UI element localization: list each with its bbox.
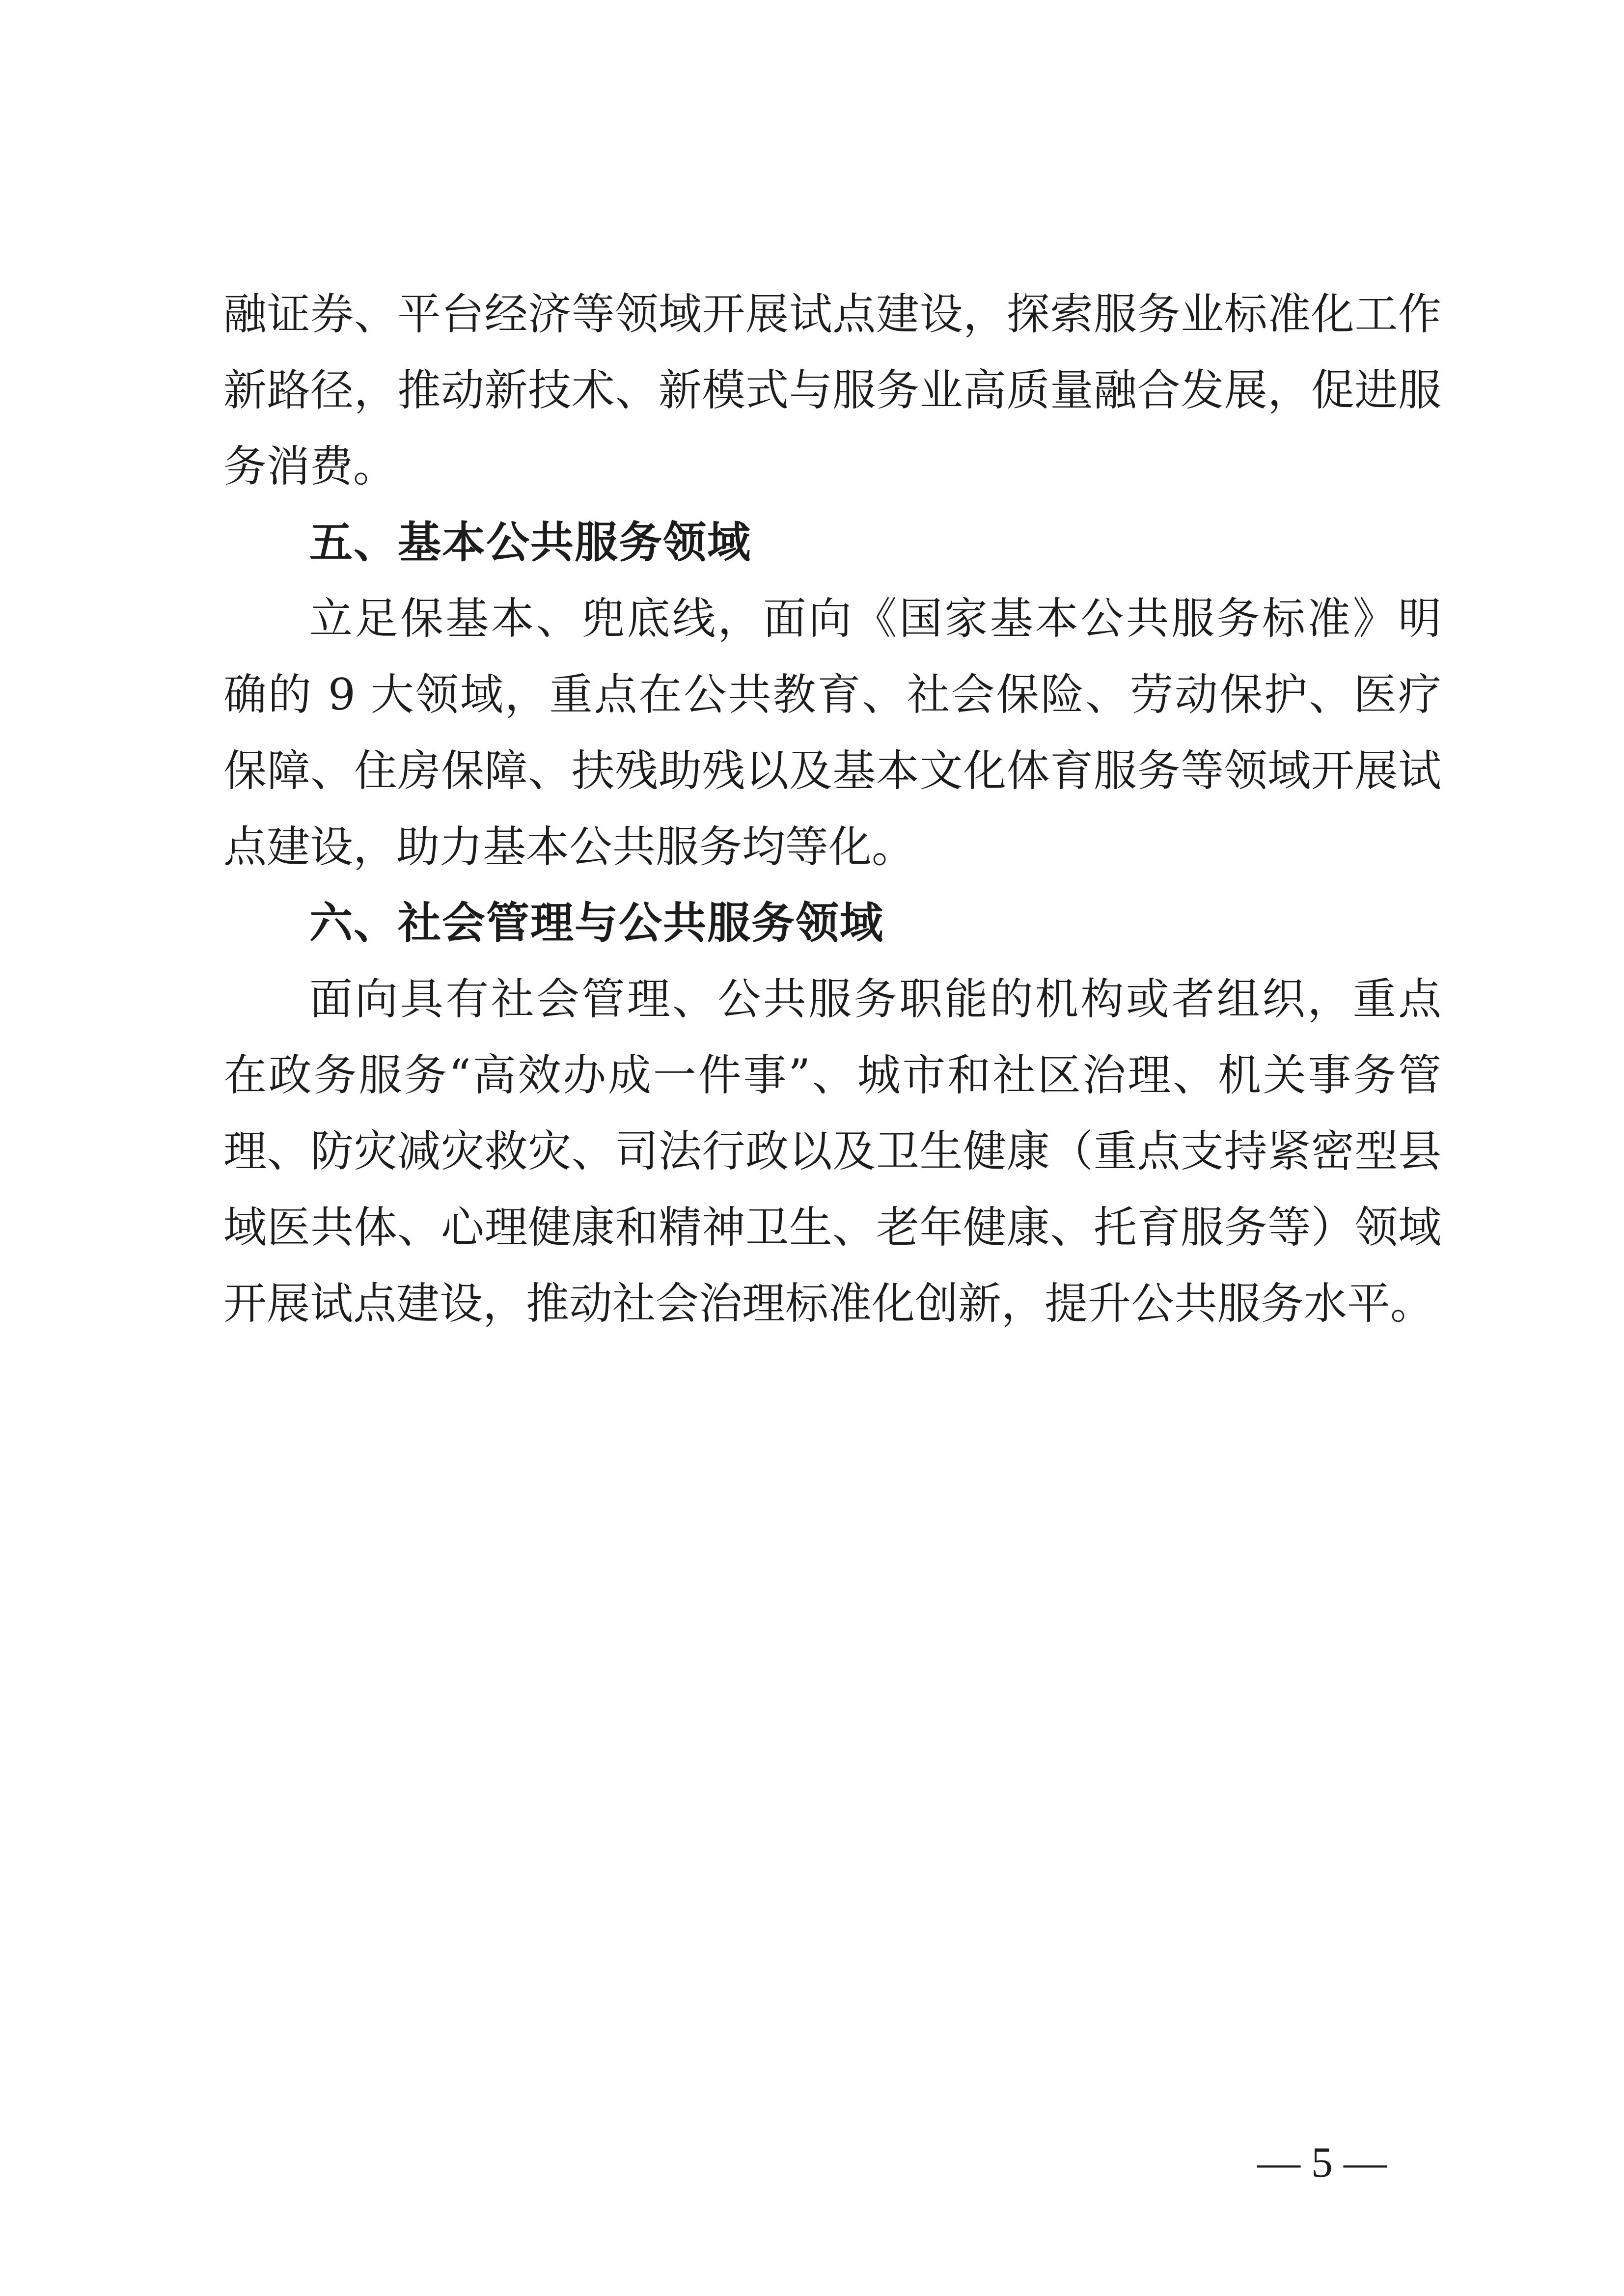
- paragraph-line: 开展试点建设，推动社会治理标准化创新，提升公共服务水平。: [223, 1278, 1434, 1329]
- page-number: — 5 —: [1257, 2139, 1387, 2187]
- paragraph-line: 点建设，助力基本公共服务均等化。: [223, 821, 915, 872]
- section-heading: 六、社会管理与公共服务领域: [309, 898, 884, 948]
- paragraph-line: 融证券、平台经济等领域开展试点建设，探索服务业标准化工作: [223, 289, 1441, 339]
- paragraph-line: 确的 9 大领域，重点在公共教育、社会保险、劳动保护、医疗: [223, 669, 1441, 720]
- paragraph-line: 面向具有社会管理、公共服务职能的机构或者组织，重点: [309, 974, 1441, 1024]
- paragraph-line: 在政务服务“高效办成一件事”、城市和社区治理、机关事务管: [223, 1050, 1441, 1100]
- paragraph-line: 理、防灾减灾救灾、司法行政以及卫生健康（重点支持紧密型县: [223, 1126, 1441, 1176]
- paragraph-line: 域医共体、心理健康和精神卫生、老年健康、托育服务等）领域: [223, 1202, 1441, 1253]
- paragraph-line: 务消费。: [223, 441, 397, 492]
- paragraph-line: 新路径，推动新技术、新模式与服务业高质量融合发展，促进服: [223, 365, 1441, 415]
- paragraph-line: 保障、住房保障、扶残助残以及基本文化体育服务等领域开展试: [223, 745, 1441, 796]
- section-heading: 五、基本公共服务领域: [309, 517, 752, 568]
- paragraph-line: 立足保基本、兜底线，面向《国家基本公共服务标准》明: [309, 593, 1441, 644]
